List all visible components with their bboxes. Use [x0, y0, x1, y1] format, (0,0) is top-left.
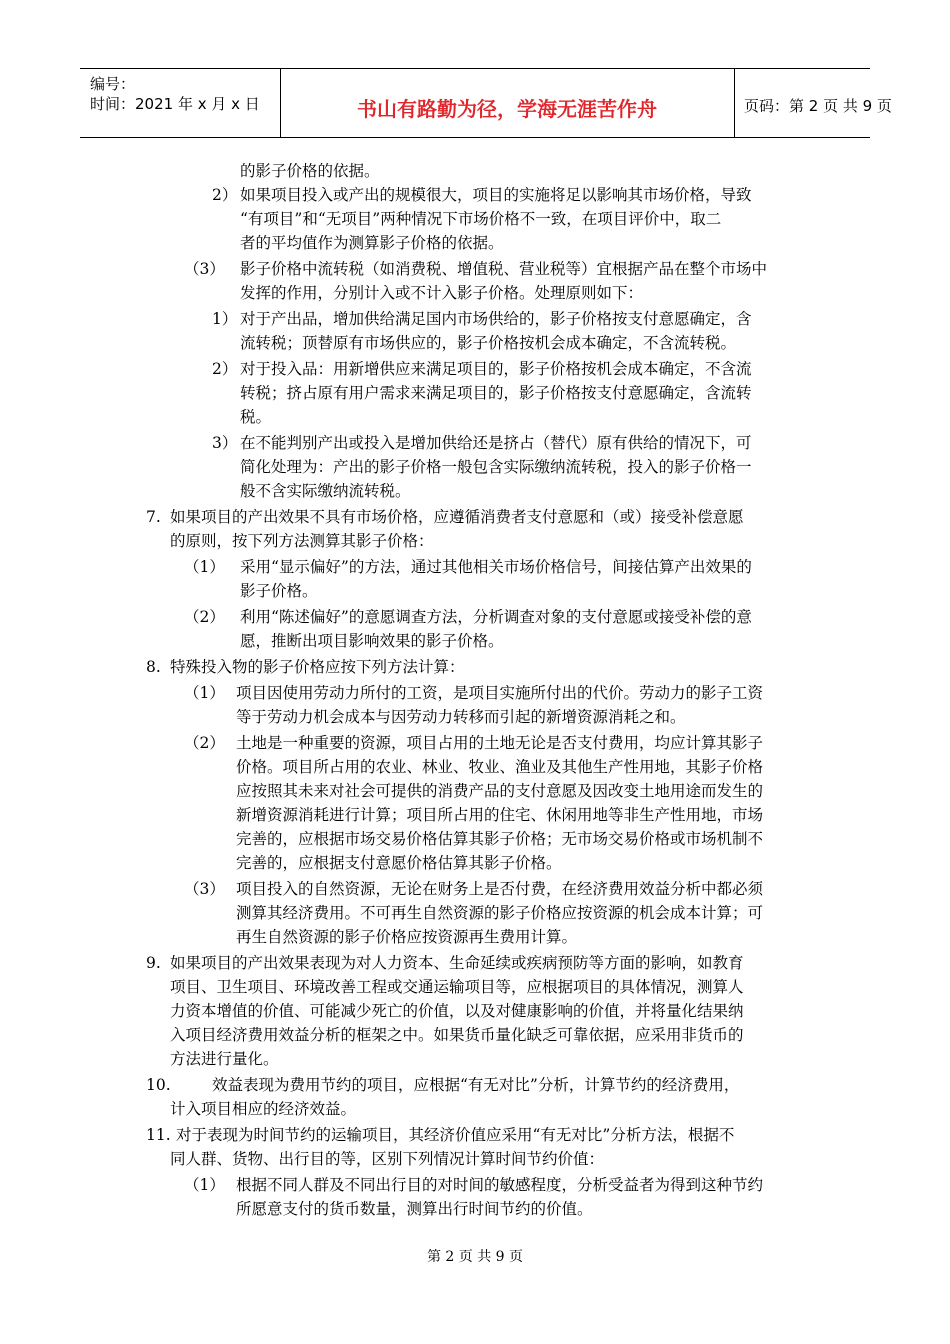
text-line: 所愿意支付的货币数量，测算出行时间节约的价值。 — [236, 1200, 593, 1218]
text-line: 般不含实际缴纳流转税。 — [240, 482, 411, 500]
text-line: 流转税；顶替原有市场供应的，影子价格按机会成本确定，不含流转税。 — [240, 334, 737, 352]
item-label: （3） — [184, 260, 225, 278]
text-line: 税。 — [240, 408, 272, 426]
item-label: 1） — [212, 310, 238, 328]
text-line: 采用“显示偏好”的方法，通过其他相关市场价格信号，间接估算产出效果的 — [240, 558, 752, 576]
text-line: 等于劳动力机会成本与因劳动力转移而引起的新增资源消耗之和。 — [236, 708, 686, 726]
item-label: 2） — [212, 360, 238, 378]
item-label: （1） — [184, 1176, 225, 1194]
item-label: （2） — [184, 734, 225, 752]
text-line: 愿，推断出项目影响效果的影子价格。 — [240, 632, 504, 650]
text-line: 利用“陈述偏好”的意愿调查方法，分析调查对象的支付意愿或接受补偿的意 — [240, 608, 752, 626]
page-header — [80, 68, 892, 138]
header-page-info: 页码：第 2 页 共 9 页 — [744, 97, 892, 115]
text-line: 同人群、货物、出行目的等，区别下列情况计算时间节约价值： — [170, 1150, 605, 1168]
header-meta-cell — [80, 69, 281, 137]
text-line: 对于产出品，增加供给满足国内市场供给的，影子价格按支付意愿确定，含 — [240, 310, 752, 328]
text-line: 计入项目相应的经济效益。 — [170, 1100, 357, 1118]
item-label: （1） — [184, 558, 225, 576]
text-line: 根据不同人群及不同出行目的对时间的敏感程度，分析受益者为得到这种节约 — [236, 1176, 764, 1194]
document-code-label: 编号： — [90, 75, 136, 93]
text-line: 入项目经济费用效益分析的框架之中。如果货币量化缺乏可靠依据，应采用非货币的 — [170, 1026, 744, 1044]
item-label: 2） — [212, 186, 238, 204]
text-line: 完善的，应根据支付意愿价格估算其影子价格。 — [236, 854, 562, 872]
text-line: “有项目”和“无项目”两种情况下市场价格不一致，在项目评价中，取二 — [240, 210, 722, 228]
text-line: 在不能判别产出或投入是增加供给还是挤占（替代）原有供给的情况下，可 — [240, 434, 752, 452]
header-page-cell — [734, 69, 892, 137]
item-label: 8. — [146, 658, 161, 676]
text-line: 转税；挤占原有用户需求来满足项目的，影子价格按支付意愿确定，含流转 — [240, 384, 752, 402]
page-footer: 第 2 页 共 9 页 — [426, 1249, 524, 1265]
text-line: 效益表现为费用节约的项目，应根据“有无对比”分析，计算节约的经济费用， — [212, 1076, 740, 1094]
item-label: 11. — [146, 1126, 171, 1144]
item-label: （3） — [184, 880, 225, 898]
text-line: 方法进行量化。 — [170, 1050, 279, 1068]
text-line: 项目、卫生项目、环境改善工程或交通运输项目等，应根据项目的具体情况，测算人 — [170, 978, 744, 996]
text-line: 如果项目的产出效果不具有市场价格，应遵循消费者支付意愿和（或）接受补偿意愿 — [170, 508, 744, 526]
document-date: 时间：2021 年 x 月 x 日 — [90, 95, 260, 113]
text-line: 价格。项目所占用的农业、林业、牧业、渔业及其他生产性用地，其影子价格 — [236, 758, 764, 776]
text-line: 简化处理为：产出的影子价格一般包含实际缴纳流转税，投入的影子价格一 — [240, 458, 752, 476]
item-label: 7. — [146, 508, 161, 526]
text-line: 如果项目投入或产出的规模很大，项目的实施将足以影响其市场价格，导致 — [240, 186, 752, 204]
item-label: （2） — [184, 608, 225, 626]
header-motto-cell — [280, 69, 735, 137]
text-line: 如果项目的产出效果表现为对人力资本、生命延续或疾病预防等方面的影响，如教育 — [170, 954, 744, 972]
item-label: （1） — [184, 684, 225, 702]
item-label: 10. — [146, 1076, 171, 1094]
text-line: 对于表现为时间节约的运输项目，其经济价值应采用“有无对比”分析方法，根据不 — [176, 1126, 735, 1144]
text-line: 项目因使用劳动力所付的工资，是项目实施所付出的代价。劳动力的影子工资 — [236, 684, 764, 702]
item-label: 3） — [212, 434, 238, 452]
text-line: 的影子价格的依据。 — [240, 162, 380, 180]
text-line: 影子价格。 — [240, 582, 318, 600]
text-line: 完善的，应根据市场交易价格估算其影子价格；无市场交易价格或市场机制不 — [236, 830, 764, 848]
text-line: 影子价格中流转税（如消费税、增值税、营业税等）宜根据产品在整个市场中 — [240, 260, 768, 278]
text-line: 测算其经济费用。不可再生自然资源的影子价格应按资源的机会成本计算；可 — [236, 904, 764, 922]
text-line: 者的平均值作为测算影子价格的依据。 — [240, 234, 504, 252]
text-line: 新增资源消耗进行计算；项目所占用的住宅、休闲用地等非生产性用地，市场 — [236, 806, 764, 824]
header-motto: 书山有路勤为径，学海无涯苦作舟 — [357, 97, 657, 121]
text-line: 对于投入品：用新增供应来满足项目的，影子价格按机会成本确定，不含流 — [240, 360, 752, 378]
text-line: 再生自然资源的影子价格应按资源再生费用计算。 — [236, 928, 578, 946]
text-line: 的原则，按下列方法测算其影子价格： — [170, 532, 434, 550]
text-line: 土地是一种重要的资源，项目占用的土地无论是否支付费用，均应计算其影子 — [236, 734, 764, 752]
item-label: 9. — [146, 954, 161, 972]
text-line: 应按照其未来对社会可提供的消费产品的支付意愿及因改变土地用途而发生的 — [236, 782, 764, 800]
text-line: 发挥的作用，分别计入或不计入影子价格。处理原则如下： — [240, 284, 644, 302]
text-line: 力资本增值的价值、可能减少死亡的价值，以及对健康影响的价值，并将量化结果纳 — [170, 1002, 744, 1020]
text-line: 特殊投入物的影子价格应按下列方法计算： — [170, 658, 465, 676]
text-line: 项目投入的自然资源，无论在财务上是否付费，在经济费用效益分析中都必须 — [236, 880, 764, 898]
